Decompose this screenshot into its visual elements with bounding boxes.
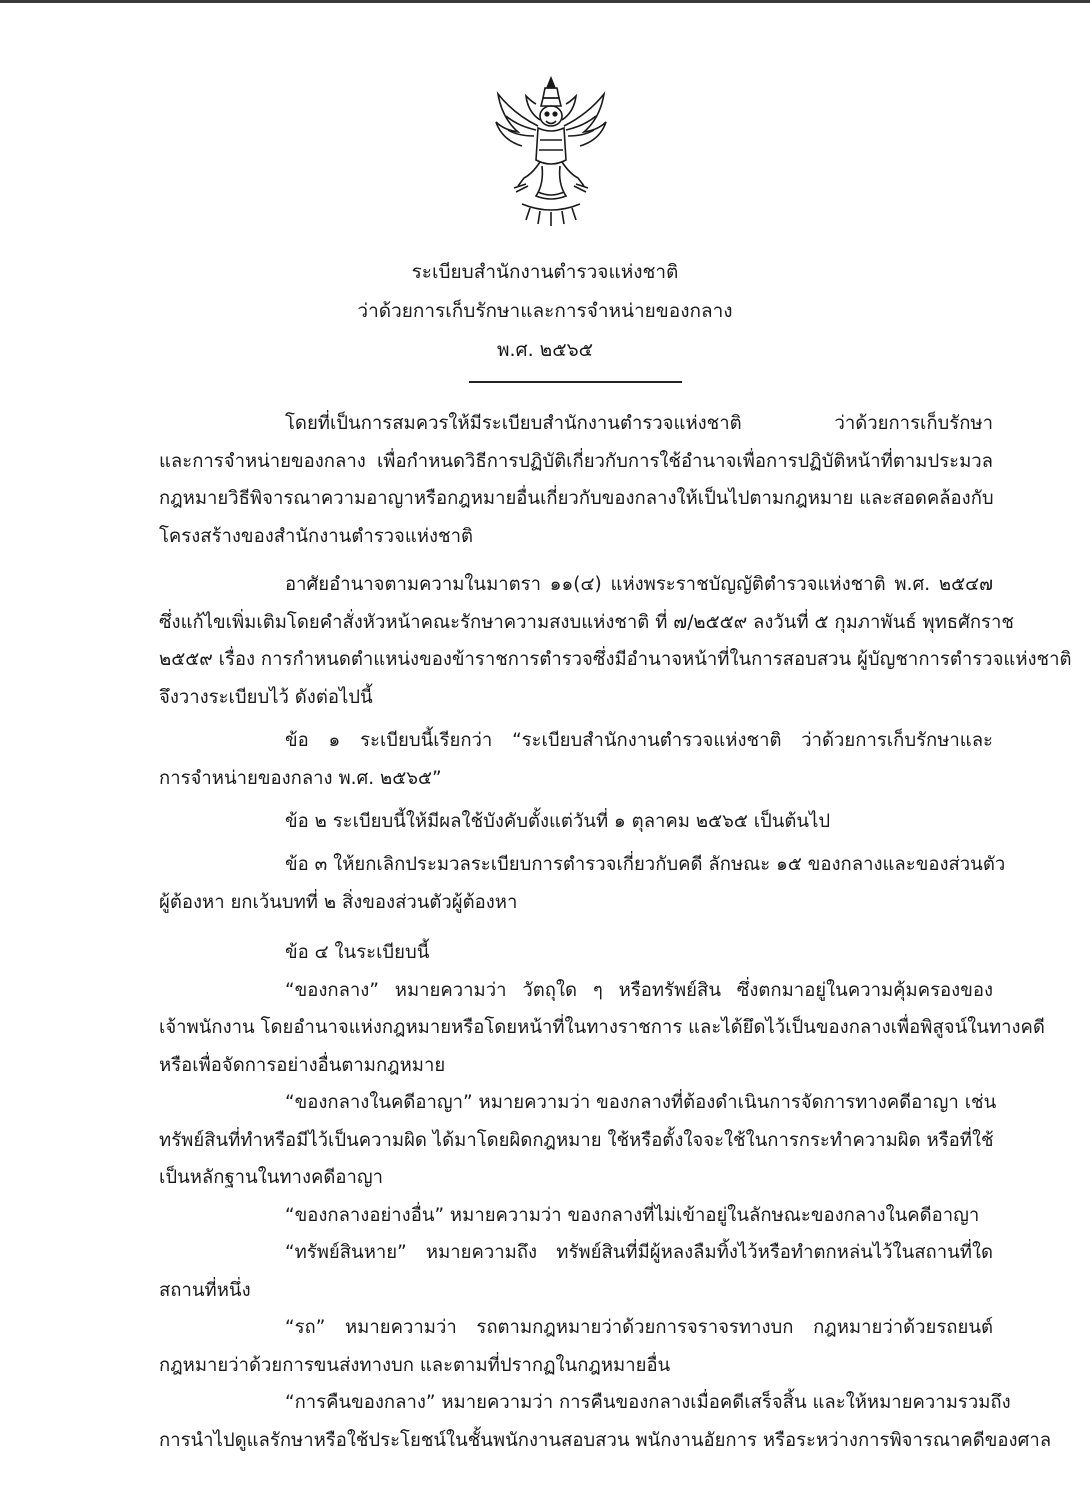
text-line: หรือเพื่อจัดการอย่างอื่นตามกฎหมาย <box>159 1054 446 1076</box>
text-line: ซึ่งแก้ไขเพิ่มเติมโดยคำสั่งหัวหน้าคณะรักษาความสงบแห่งชาติ ที่ ๗/๒๕๕๙ ลงวันที่ ๕ กุมภาพันธ์ พุทธศักราช <box>159 611 1014 633</box>
text-line: จึงวางระเบียบไว้ ดังต่อไปนี้ <box>159 686 373 708</box>
definition-line: “ทรัพย์สินหาย” หมายความถึง ทรัพย์สินที่มีผู้หลงลืมทิ้งไว้หรือทำตกหล่นไว้ในสถานที่ใด <box>285 1242 993 1263</box>
text-line: เจ้าพนักงาน โดยอำนาจแห่งกฎหมายหรือโดยหน้าที่ในทางราชการ และได้ยึดไว้เป็นของกลางเพื่อพิสูจน์ในทางคดี <box>159 1017 1045 1038</box>
text-line: ๒๕๕๙ เรื่อง การกำหนดตำแหน่งของข้าราชการตำรวจซึ่งมีอำนาจหน้าที่ในการสอบสวน ผู้บัญชาการตำรวจแห่งชาติ <box>159 649 1072 670</box>
garuda-emblem-icon <box>492 74 610 230</box>
text-line: สถานที่หนึ่ง <box>159 1279 251 1301</box>
title-divider <box>469 381 682 383</box>
authority-paragraph <box>159 566 1072 716</box>
text-line: ข้อ ๓ ให้ยกเลิกประมวลระเบียบการตำรวจเกี่ยวกับคดี ลักษณะ ๑๕ ของกลางและของส่วนตัว <box>285 854 1006 875</box>
text-line: และการจำหน่ายของกลาง เพื่อกำหนดวิธีการปฏิบัติเกี่ยวกับการใช้อำนาจเพื่อการปฏิบัติหน้าที่ตามประมวล <box>159 450 993 472</box>
text-line: โดยที่เป็นการสมควรให้มีระเบียบสำนักงานตำรวจแห่งชาติ ว่าด้วยการเก็บรักษา <box>285 413 993 434</box>
clause-4 <box>159 934 1052 1459</box>
text-line: ข้อ ๒ ระเบียบนี้ให้มีผลใช้บังคับตั้งแต่วันที่ ๑ ตุลาคม ๒๕๖๕ เป็นต้นไป <box>285 811 831 832</box>
text-line: เป็นหลักฐานในทางคดีอาญา <box>159 1167 384 1188</box>
definition-line: “รถ” หมายความว่า รถตามกฎหมายว่าด้วยการจราจรทางบก กฎหมายว่าด้วยรถยนต์ <box>285 1317 993 1338</box>
clause-3 <box>159 846 1006 921</box>
text-line: โครงสร้างของสำนักงานตำรวจแห่งชาติ <box>159 525 473 547</box>
text-line: ผู้ต้องหา ยกเว้นบทที่ ๒ สิ่งของส่วนตัวผู้ต้องหา <box>159 891 518 913</box>
clause-2 <box>159 803 993 841</box>
document-title-line-2: ว่าด้วยการเก็บรักษาและการจำหน่ายของกลาง <box>357 300 733 322</box>
text-line: ข้อ ๔ ในระเบียบนี้ <box>285 942 430 963</box>
text-line: การจำหน่ายของกลาง พ.ศ. ๒๕๖๕” <box>159 767 442 789</box>
clause-1 <box>159 722 993 797</box>
text-line: กฎหมายว่าด้วยการขนส่งทางบก และตามที่ปรากฏในกฎหมายอื่น <box>159 1354 671 1376</box>
text-line: กฎหมายวิธีพิจารณาความอาญาหรือกฎหมายอื่นเกี่ยวกับของกลางให้เป็นไปตามกฎหมาย และสอดคล้องกับ <box>159 488 994 509</box>
preamble-paragraph <box>159 405 993 555</box>
page-top-edge <box>0 0 1090 3</box>
definition-line: “ของกลางอย่างอื่น” หมายความว่า ของกลางที่ไม่เข้าอยู่ในลักษณะของกลางในคดีอาญา <box>285 1204 980 1226</box>
definition-line: “ของกลางในคดีอาญา” หมายความว่า ของกลางที่ต้องดำเนินการจัดการทางคดีอาญา เช่น <box>285 1092 997 1113</box>
text-line: การนำไปดูแลรักษาหรือใช้ประโยชน์ในชั้นพนักงานสอบสวน พนักงานอัยการ หรือระหว่างการพิจารณาคดีของศาล <box>159 1429 1052 1451</box>
definition-line: “ของกลาง” หมายความว่า วัตถุใด ๆ หรือทรัพย์สิน ซึ่งตกมาอยู่ในความคุ้มครองของ <box>285 979 993 1001</box>
text-line: ทรัพย์สินที่ทำหรือมีไว้เป็นความผิด ได้มาโดยผิดกฎหมาย ใช้หรือตั้งใจจะใช้ในการกระทำความผิด หรือที่ใช้ <box>159 1129 994 1151</box>
text-line: อาศัยอำนาจตามความในมาตรา ๑๑(๔) แห่งพระราชบัญญัติตำรวจแห่งชาติ พ.ศ. ๒๕๔๗ <box>285 574 993 595</box>
text-line: ข้อ ๑ ระเบียบนี้เรียกว่า “ระเบียบสำนักงานตำรวจแห่งชาติ ว่าด้วยการเก็บรักษาและ <box>285 730 993 751</box>
document-title-line-1: ระเบียบสำนักงานตำรวจแห่งชาติ <box>411 261 679 283</box>
definition-line: “การคืนของกลาง” หมายความว่า การคืนของกลางเมื่อคดีเสร็จสิ้น และให้หมายความรวมถึง <box>285 1392 1011 1413</box>
document-title-line-3: พ.ศ. ๒๕๖๕ <box>496 339 594 361</box>
